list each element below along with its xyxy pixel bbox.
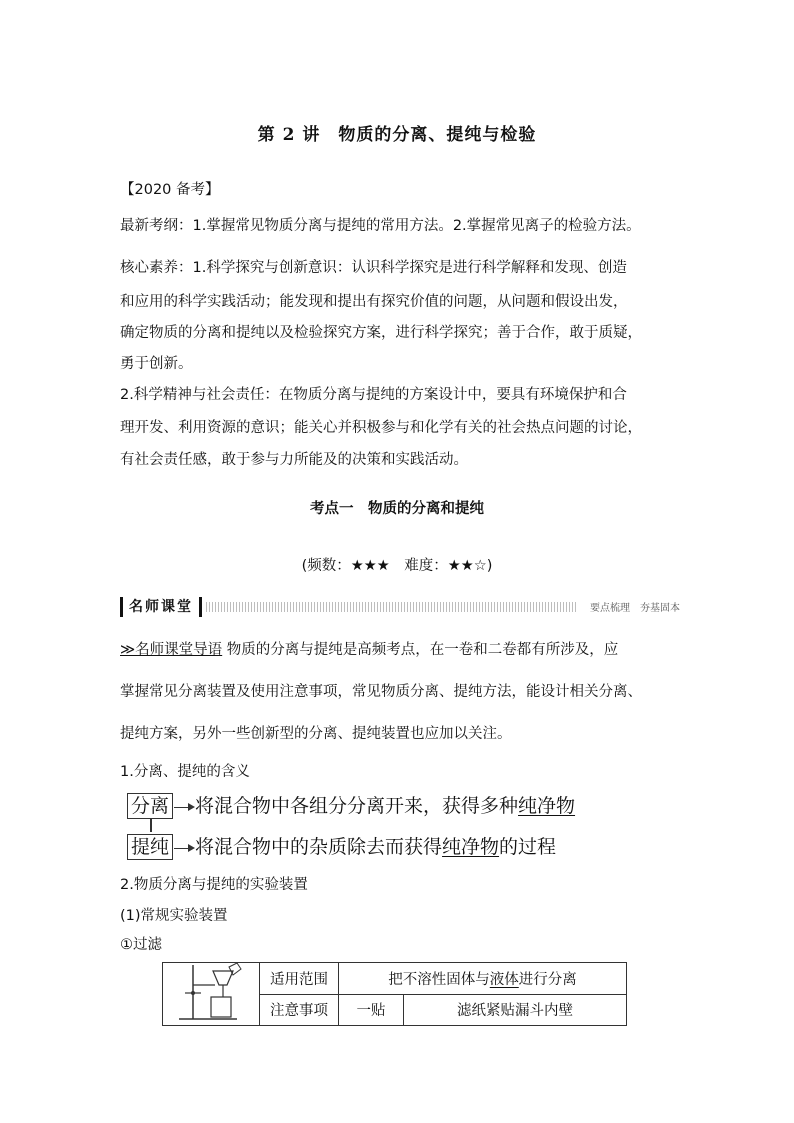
suyang-line: 核心素养：1.科学探究与创新意识：认识科学探究是进行科学解释和发现、创造 bbox=[120, 260, 627, 276]
sub-heading: ①过滤 bbox=[120, 937, 162, 953]
suyang-line: 有社会责任感，敢于参与力所能及的决策和实践活动。 bbox=[120, 452, 468, 468]
flow-underlined: 纯净物 bbox=[518, 795, 576, 817]
kaogang-text: 最新考纲：1.掌握常见物质分离与提纯的常用方法。2.掌握常见离子的检验方法。 bbox=[120, 218, 641, 234]
section-heading: 2.物质分离与提纯的实验装置 bbox=[120, 877, 308, 893]
beikao-tag: 【2020 备考】 bbox=[120, 182, 220, 198]
notes-detail: 滤纸紧贴漏斗内壁 bbox=[404, 994, 627, 1026]
flow-text: 将混合物中各组分分离开来，获得多种 bbox=[195, 795, 519, 817]
arrow-right-icon bbox=[173, 836, 195, 860]
notes-label: 注意事项 bbox=[260, 994, 339, 1026]
flow-row-separate bbox=[127, 791, 575, 819]
banner-stripe bbox=[206, 602, 576, 612]
purify-box: 提纯 bbox=[127, 834, 173, 860]
suyang-line: 2.科学精神与社会责任：在物质分离与提纯的方案设计中，要具有环境保护和合 bbox=[120, 387, 627, 403]
suyang-line: 勇于创新。 bbox=[120, 356, 193, 372]
section-heading: 1.分离、提纯的含义 bbox=[120, 764, 250, 780]
sub-heading: (1)常规实验装置 bbox=[120, 908, 228, 924]
flow-connector bbox=[150, 818, 152, 832]
guide-line bbox=[120, 640, 618, 660]
page-title: 第 2 讲 物质的分离、提纯与检验 bbox=[257, 125, 537, 145]
banner-right-text: 要点梳理 夯基固本 bbox=[590, 603, 680, 614]
filter-funnel-icon bbox=[171, 963, 251, 1021]
flow-text: 将混合物中的杂质除去而获得 bbox=[195, 836, 443, 858]
scope-value: 把不溶性固体与液体进行分离 bbox=[339, 963, 627, 995]
flow-tail: 的过程 bbox=[499, 836, 557, 858]
kaodian-title: 考点一 物质的分离和提纯 bbox=[310, 501, 484, 517]
banner-tag: 名师课堂 bbox=[120, 597, 202, 617]
flow-row-purify bbox=[127, 832, 556, 860]
guide-text: 物质的分离与提纯是高频考点，在一卷和二卷都有所涉及，应 bbox=[222, 642, 619, 658]
scope-label: 适用范围 bbox=[260, 963, 339, 995]
separate-box: 分离 bbox=[127, 793, 173, 819]
suyang-line: 理开发、利用资源的意识；能关心并积极参与和化学有关的社会热点问题的讨论， bbox=[120, 420, 642, 436]
guide-line: 掌握常见分离装置及使用注意事项，常见物质分离、提纯方法，能设计相关分离、 bbox=[120, 684, 642, 700]
flow-underlined: 纯净物 bbox=[442, 836, 500, 858]
suyang-line: 确定物质的分离和提纯以及检验探究方案，进行科学探究；善于合作，敢于质疑， bbox=[120, 325, 642, 341]
suyang-line: 和应用的科学实践活动；能发现和提出有探究价值的问题，从问题和假设出发， bbox=[120, 294, 628, 310]
frequency-difficulty: (频数：★★★ 难度：★★☆) bbox=[301, 558, 493, 574]
filter-apparatus-image bbox=[163, 963, 260, 1026]
notes-item: 一贴 bbox=[339, 994, 404, 1026]
guide-label: ≫名师课堂导语 bbox=[120, 642, 223, 658]
mingshi-banner bbox=[120, 597, 680, 617]
arrow-right-icon bbox=[173, 795, 195, 819]
guide-line: 提纯方案，另外一些创新型的分离、提纯装置也应加以关注。 bbox=[120, 726, 512, 742]
filter-table bbox=[162, 962, 627, 1026]
